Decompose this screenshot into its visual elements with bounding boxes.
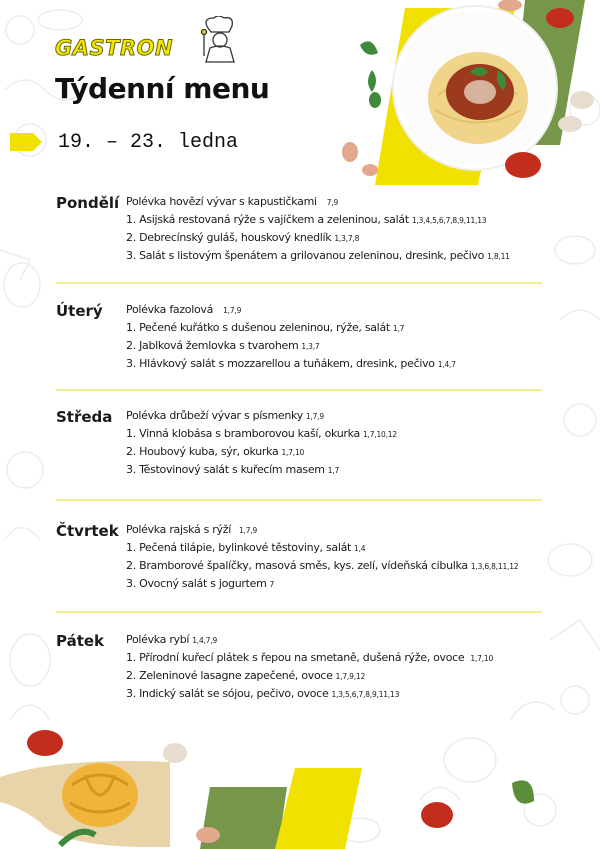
dish-item: 2. Jablková žemlovka s tvarohem 1,3,7: [126, 339, 320, 352]
allergens: 1,8,11: [487, 252, 510, 261]
dish-item: 3. Těstovinový salát s kuřecím masem 1,7: [126, 463, 340, 476]
soup-item: Polévka drůbeží vývar s písmenky 1,7,9: [126, 409, 324, 422]
allergens: 1,4,7: [437, 360, 456, 369]
separator-line: [56, 611, 542, 613]
allergens: 1,7,9: [238, 526, 258, 535]
dish-item: 1. Pečené kuřátko s dušenou zeleninou, rýže, salát 1,7: [126, 321, 405, 334]
allergens: 7,9: [326, 198, 339, 207]
dish-item: 1. Přírodní kuřecí plátek s řepou na smetaně, dušená rýže, ovoce 1,7,10: [126, 651, 494, 664]
allergens: 1,7: [327, 466, 340, 475]
allergens: 1,3,7,8: [334, 234, 360, 243]
day-name: Středa: [56, 408, 113, 426]
date-arrow-icon: [10, 133, 42, 151]
chef-mascot-icon: [196, 16, 238, 66]
soup-item: Polévka rajská s rýží 1,7,9: [126, 523, 258, 536]
dish-item: 3. Ovocný salát s jogurtem 7: [126, 577, 275, 590]
day-name: Pondělí: [56, 194, 120, 212]
date-range: 19. – 23. ledna: [58, 131, 239, 154]
allergens: 1,7,9: [223, 306, 242, 315]
dish-item: 1. Pečená tilápie, bylinkové těstoviny, salát 1,4: [126, 541, 366, 554]
allergens: 1,3,7: [301, 342, 320, 351]
allergens: 7: [269, 580, 275, 589]
soup-item: Polévka rybí 1,4,7,9: [126, 633, 218, 646]
dish-item: 2. Bramborové špalíčky, masová směs, kys. zelí, vídeňská cibulka 1,3,6,8,11,12: [126, 559, 519, 572]
dish-item: 1. Vinná klobása s bramborovou kaší, okurka 1,7,10,12: [126, 427, 397, 440]
dish-item: 3. Hlávkový salát s mozzarellou a tuňákem, dresink, pečivo 1,4,7: [126, 357, 456, 370]
day-name: Čtvrtek: [56, 522, 119, 540]
separator-line: [56, 389, 542, 391]
soup-item: Polévka fazolová 1,7,9: [126, 303, 242, 316]
dish-item: 2. Zeleninové lasagne zapečené, ovoce 1,7,9,12: [126, 669, 366, 682]
pasta-spoon-decoration: [0, 715, 600, 849]
dish-item: 2. Debrecínský guláš, houskový knedlík 1,3,7,8: [126, 231, 360, 244]
dish-item: 3. Indický salát se sójou, pečivo, ovoce 1,3,5,6,7,8,9,11,13: [126, 687, 400, 700]
allergens: 1,7,9,12: [335, 672, 366, 681]
day-name: Pátek: [56, 632, 105, 650]
allergens: 1,7,10: [281, 448, 305, 457]
gastron-logo: GASTRON: [55, 36, 174, 60]
allergens: 1,7: [392, 324, 405, 333]
allergens: 1,3,5,6,7,8,9,11,13: [331, 690, 400, 699]
spaghetti-plate-image: [320, 0, 600, 185]
day-name: Úterý: [56, 302, 103, 320]
dish-item: 3. Salát s listovým špenátem a grilovanou zeleninou, dresink, pečivo 1,8,11: [126, 249, 510, 262]
soup-item: Polévka hovězí vývar s kapustičkami 7,9: [126, 195, 339, 208]
page-title: Týdenní menu: [55, 72, 270, 105]
separator-line: [56, 499, 542, 501]
dish-item: 1. Asijská restovaná rýže s vajíčkem a zeleninou, salát 1,3,4,5,6,7,8,9,11,13: [126, 213, 487, 226]
allergens: 1,4: [354, 544, 366, 553]
allergens: 1,7,9: [305, 412, 324, 421]
allergens: 1,3,6,8,11,12: [470, 562, 519, 571]
separator-line: [56, 282, 542, 284]
allergens: 1,4,7,9: [192, 636, 218, 645]
dish-item: 2. Houbový kuba, sýr, okurka 1,7,10: [126, 445, 305, 458]
allergens: 1,7,10: [470, 654, 494, 663]
allergens: 1,7,10,12: [362, 430, 397, 439]
allergens: 1,3,4,5,6,7,8,9,11,13: [411, 216, 487, 225]
